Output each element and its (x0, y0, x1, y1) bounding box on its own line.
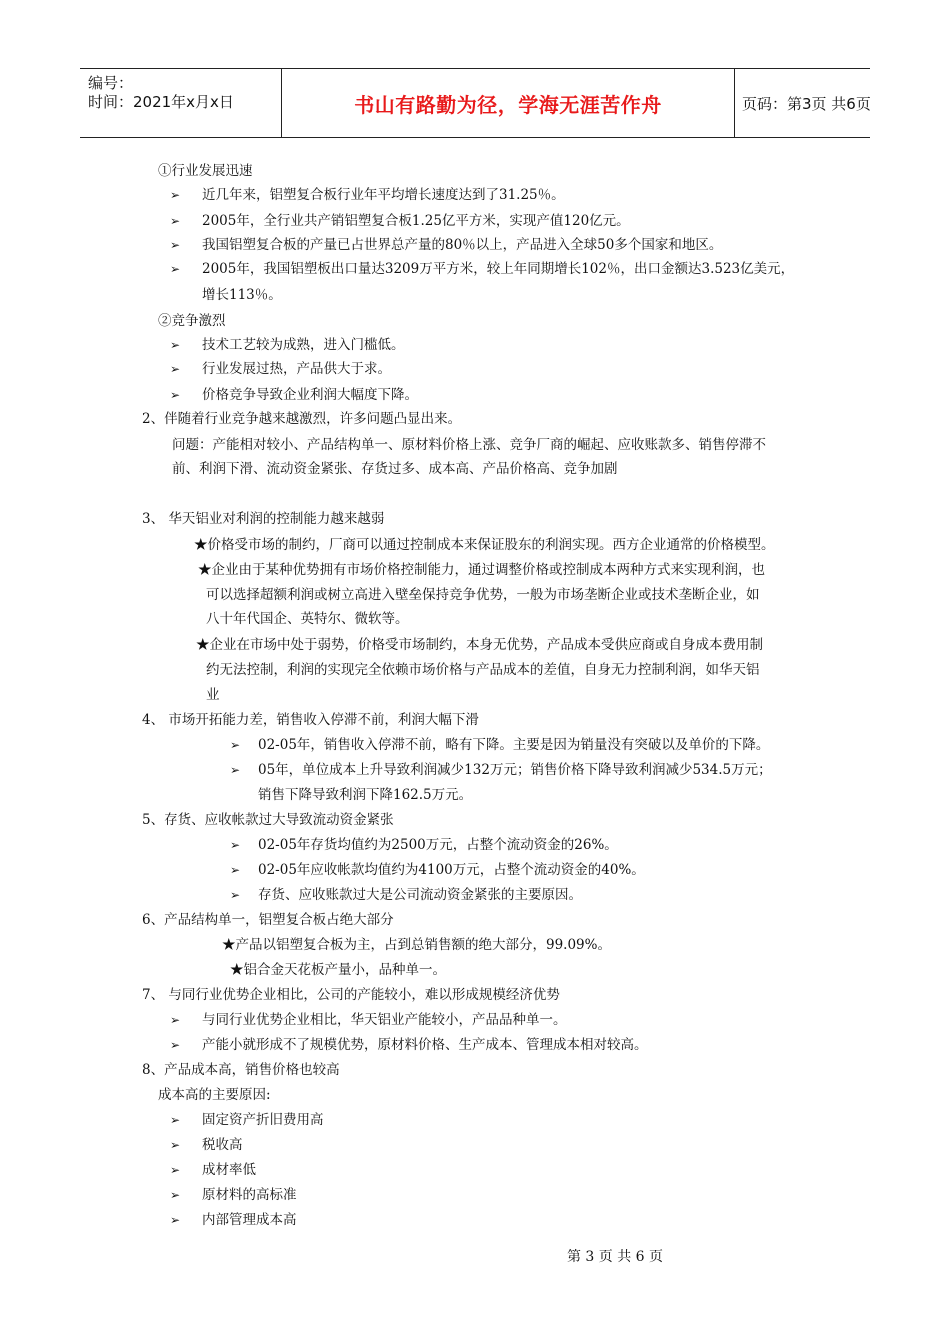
bullet-item: 与同行业优势企业相比，华天铝业产能较小，产品品种单一。 (202, 1012, 567, 1028)
bullet-item: 固定资产折旧费用高 (202, 1112, 324, 1128)
bullet-item: 我国铝塑复合板的产量已占世界总产量的80％以上，产品进入全球50多个国家和地区。 (202, 237, 723, 253)
bullet-item: 内部管理成本高 (202, 1212, 297, 1228)
text-line: ②竞争激烈 (158, 313, 226, 329)
text-line: 6、产品结构单一，铝塑复合板占绝大部分 (142, 912, 394, 928)
text-line: ★铝合金天花板产量小，品种单一。 (230, 962, 446, 978)
bullet-item: 02-05年存货均值约为2500万元，占整个流动资金的26%。 (258, 837, 618, 853)
text-line: 2、伴随着行业竞争越来越激烈，许多问题凸显出来。 (142, 411, 462, 427)
page-header (80, 68, 870, 138)
bullet-icon: ➢ (230, 888, 241, 902)
bullet-icon: ➢ (170, 1163, 181, 1177)
bullet-icon: ➢ (170, 1038, 181, 1052)
text-line: 3、 华天铝业对利润的控制能力越来越弱 (142, 511, 385, 527)
bullet-item: 成材率低 (202, 1162, 256, 1178)
bullet-item: 存货、应收账款过大是公司流动资金紧张的主要原因。 (258, 887, 582, 903)
text-line: 成本高的主要原因: (158, 1087, 271, 1103)
bullet-item: 2005年，我国铝塑板出口量达3209万平方米，较上年同期增长102％，出口金额达3.523亿美元， (202, 261, 795, 277)
header-left-cell (80, 69, 281, 137)
text-line: ★价格受市场的制约，厂商可以通过控制成本来保证股东的利润实现。西方企业通常的价格模型。 (194, 537, 775, 553)
text-line: 8、产品成本高，销售价格也较高 (142, 1062, 340, 1078)
bullet-item: 近几年来，铝塑复合板行业年平均增长速度达到了31.25％。 (202, 187, 565, 203)
text-line: 前、利润下滑、流动资金紧张、存货过多、成本高、产品价格高、竞争加剧 (172, 461, 618, 477)
bullet-item: 价格竞争导致企业利润大幅度下降。 (202, 387, 418, 403)
text-line: 销售下降导致利润下降162.5万元。 (258, 787, 473, 803)
bullet-item: 产能小就形成不了规模优势，原材料价格、生产成本、管理成本相对较高。 (202, 1037, 648, 1053)
bullet-icon: ➢ (230, 838, 241, 852)
bullet-icon: ➢ (170, 1213, 181, 1227)
text-line: 问题：产能相对较小、产品结构单一、原材料价格上涨、竞争厂商的崛起、应收账款多、销售停滞不 (172, 437, 766, 453)
bullet-item: 行业发展过热，产品供大于求。 (202, 361, 391, 377)
bullet-item: 02-05年应收帐款均值约为4100万元，占整个流动资金的40%。 (258, 862, 645, 878)
text-line: ①行业发展迅速 (158, 163, 253, 179)
bullet-icon: ➢ (170, 238, 181, 252)
bullet-icon: ➢ (170, 338, 181, 352)
text-line: 增长113％。 (202, 287, 282, 303)
bullet-icon: ➢ (170, 1188, 181, 1202)
bullet-icon: ➢ (170, 262, 181, 276)
bullet-icon: ➢ (170, 388, 181, 402)
serial-label: 编号： (88, 74, 134, 92)
bullet-item: 技术工艺较为成熟，进入门槛低。 (202, 337, 405, 353)
header-page-number: 页码：第3页 共6页 (742, 94, 871, 113)
text-line: 约无法控制，利润的实现完全依赖市场价格与产品成本的差值，自身无力控制利润，如华天铝 (206, 662, 760, 678)
text-line: 业 (206, 687, 220, 703)
text-line: 可以选择超额利润或树立高进入壁垒保持竞争优势，一般为市场垄断企业或技术垄断企业，如 (206, 587, 760, 603)
bullet-icon: ➢ (170, 1113, 181, 1127)
text-line: 7、 与同行业优势企业相比，公司的产能较小，难以形成规模经济优势 (142, 987, 560, 1003)
text-line: 5、存货、应收帐款过大导致流动资金紧张 (142, 812, 394, 828)
bullet-item: 2005年，全行业共产销铝塑复合板1.25亿平方米，实现产值120亿元。 (202, 213, 630, 229)
bullet-icon: ➢ (170, 362, 181, 376)
text-line: ★企业在市场中处于弱势，价格受市场制约，本身无优势，产品成本受供应商或自身成本费用制 (196, 637, 763, 653)
bullet-icon: ➢ (170, 188, 181, 202)
date-label: 时间：2021年x月x日 (88, 93, 234, 111)
bullet-icon: ➢ (230, 738, 241, 752)
bullet-icon: ➢ (170, 1013, 181, 1027)
header-motto: 书山有路勤为径，学海无涯苦作舟 (281, 69, 735, 137)
text-line: ★产品以铝塑复合板为主，占到总销售额的绝大部分，99.09%。 (222, 937, 611, 953)
bullet-icon: ➢ (230, 763, 241, 777)
text-line: ★企业由于某种优势拥有市场价格控制能力，通过调整价格或控制成本两种方式来实现利润，也 (198, 562, 765, 578)
text-line: 八十年代国企、英特尔、微软等。 (206, 611, 409, 627)
bullet-item: 税收高 (202, 1137, 243, 1153)
text-line: 4、 市场开拓能力差，销售收入停滞不前，利润大幅下滑 (142, 712, 479, 728)
bullet-icon: ➢ (170, 1138, 181, 1152)
bullet-item: 05年，单位成本上升导致利润减少132万元；销售价格下降导致利润减少534.5万元； (258, 762, 772, 778)
page-footer: 第 3 页 共 6 页 (566, 1249, 664, 1265)
bullet-icon: ➢ (230, 863, 241, 877)
bullet-item: 原材料的高标准 (202, 1187, 297, 1203)
bullet-item: 02-05年，销售收入停滞不前，略有下降。主要是因为销量没有突破以及单价的下降。 (258, 737, 770, 753)
bullet-icon: ➢ (170, 214, 181, 228)
